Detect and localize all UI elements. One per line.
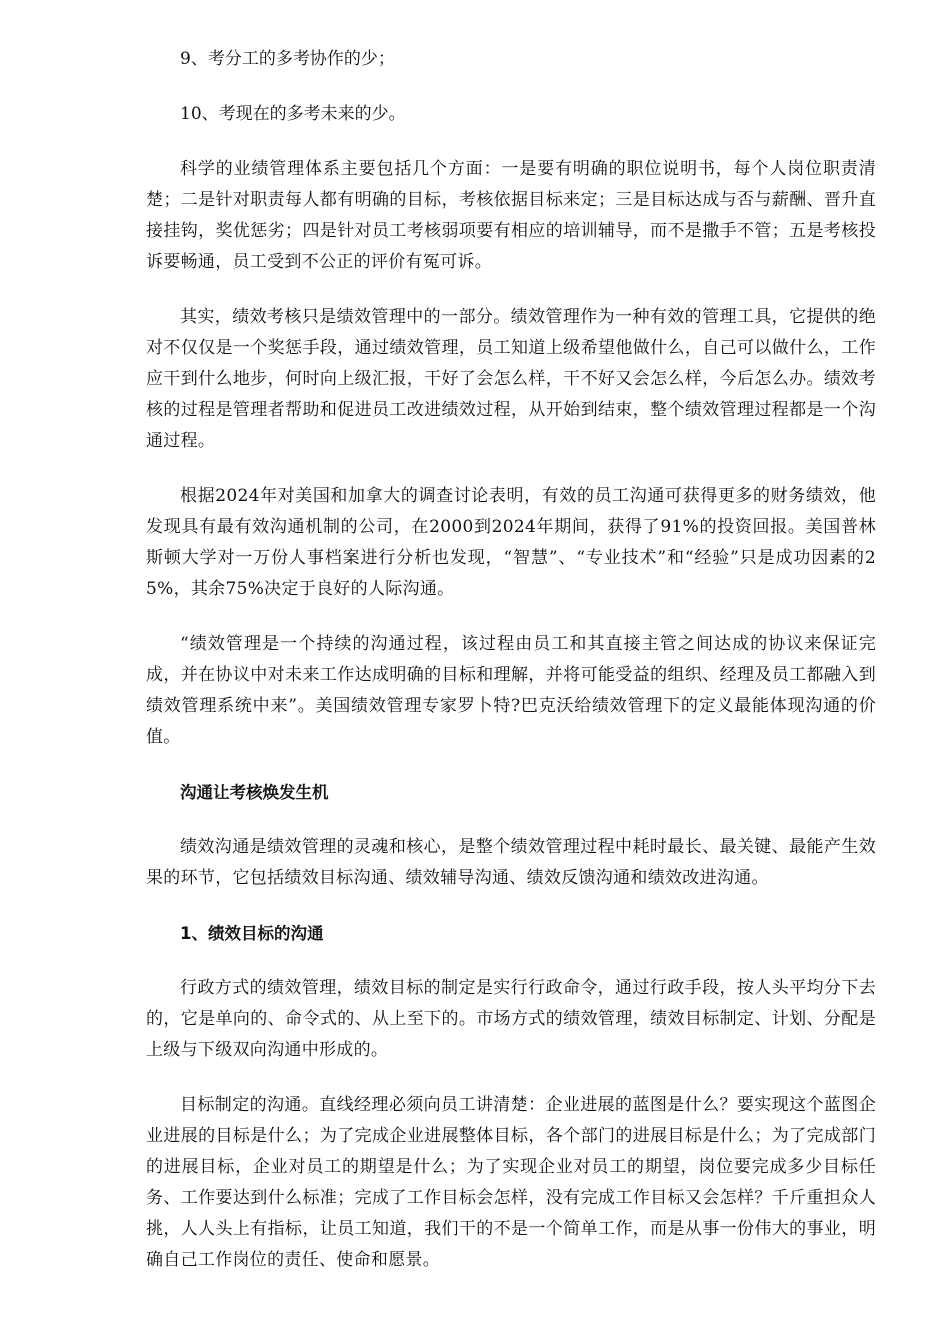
paragraph-communication-core: 绩效沟通是绩效管理的灵魂和核心，是整个绩效管理过程中耗时最长、最关键、最能产生效果的环节，它包括绩效目标沟通、绩效辅导沟通、绩效反馈沟通和绩效改进沟通。	[146, 837, 876, 888]
section-heading-goal-communication: 1、绩效目标的沟通	[180, 924, 324, 943]
document-page	[146, 44, 876, 1300]
paragraph-performance-system: 科学的业绩管理体系主要包括几个方面：一是要有明确的职位说明书，每个人岗位职责清楚；二是针对职责每人都有明确的目标，考核依据目标来定；三是目标达成与否与薪酬、晋升直接挂钩，奖优惩劣；四是针对员工考核弱项要有相应的培训辅导，而不是撒手不管；五是考核投诉要畅通，员工受到不公正的评价有冤可诉。	[146, 159, 876, 272]
list-item-9: 9、考分工的多考协作的少；	[180, 49, 395, 69]
paragraph-appraisal-part: 其实，绩效考核只是绩效管理中的一部分。绩效管理作为一种有效的管理工具，它提供的绝对不仅仅是一个奖惩手段，通过绩效管理，员工知道上级希望他做什么，自己可以做什么，工作应干到什么地步，何时向上级汇报，干好了会怎么样，干不好又会怎么样，今后怎么办。绩效考核的过程是管理者帮助和促进员工改进绩效过程，从开始到结束，整个绩效管理过程都是一个沟通过程。	[146, 307, 876, 451]
list-item-10: 10、考现在的多考未来的少。	[180, 104, 406, 124]
paragraph-survey-research: 根据2024年对美国和加拿大的调查讨论表明，有效的员工沟通可获得更多的财务绩效，他发现具有最有效沟通机制的公司，在2000到2024年期间，获得了91%的投资回报。美国普林斯顿大学对一万份人事档案进行分析也发现，“智慧”、“专业技术”和“经验”只是成功因素的25%，其余75%决定于良好的人际沟通。	[146, 486, 876, 599]
paragraph-goal-setting: 目标制定的沟通。直线经理必须向员工讲清楚：企业进展的蓝图是什么？要实现这个蓝图企业进展的目标是什么；为了完成企业进展整体目标，各个部门的进展目标是什么；为了完成部门的进展目标，企业对员工的期望是什么；为了实现企业对员工的期望，岗位要完成多少目标任务、工作要达到什么标准；完成了工作目标会怎样，没有完成工作目标又会怎样？千斤重担众人挑，人人头上有指标，让员工知道，我们干的不是一个简单工作，而是从事一份伟大的事业，明确自己工作岗位的责任、使命和愿景。	[146, 1095, 876, 1270]
paragraph-administrative-vs-market: 行政方式的绩效管理，绩效目标的制定是实行行政命令，通过行政手段，按人头平均分下去的，它是单向的、命令式的、从上至下的。市场方式的绩效管理，绩效目标制定、计划、分配是上级与下级双向沟通中形成的。	[146, 978, 876, 1060]
paragraph-definition-quote: “绩效管理是一个持续的沟通过程，该过程由员工和其直接主管之间达成的协议来保证完成，并在协议中对未来工作达成明确的目标和理解，并将可能受益的组织、经理及员工都融入到绩效管理系统中来”。美国绩效管理专家罗卜特?巴克沃给绩效管理下的定义最能体现沟通的价值。	[146, 634, 876, 747]
section-heading-communication: 沟通让考核焕发生机	[180, 783, 329, 802]
